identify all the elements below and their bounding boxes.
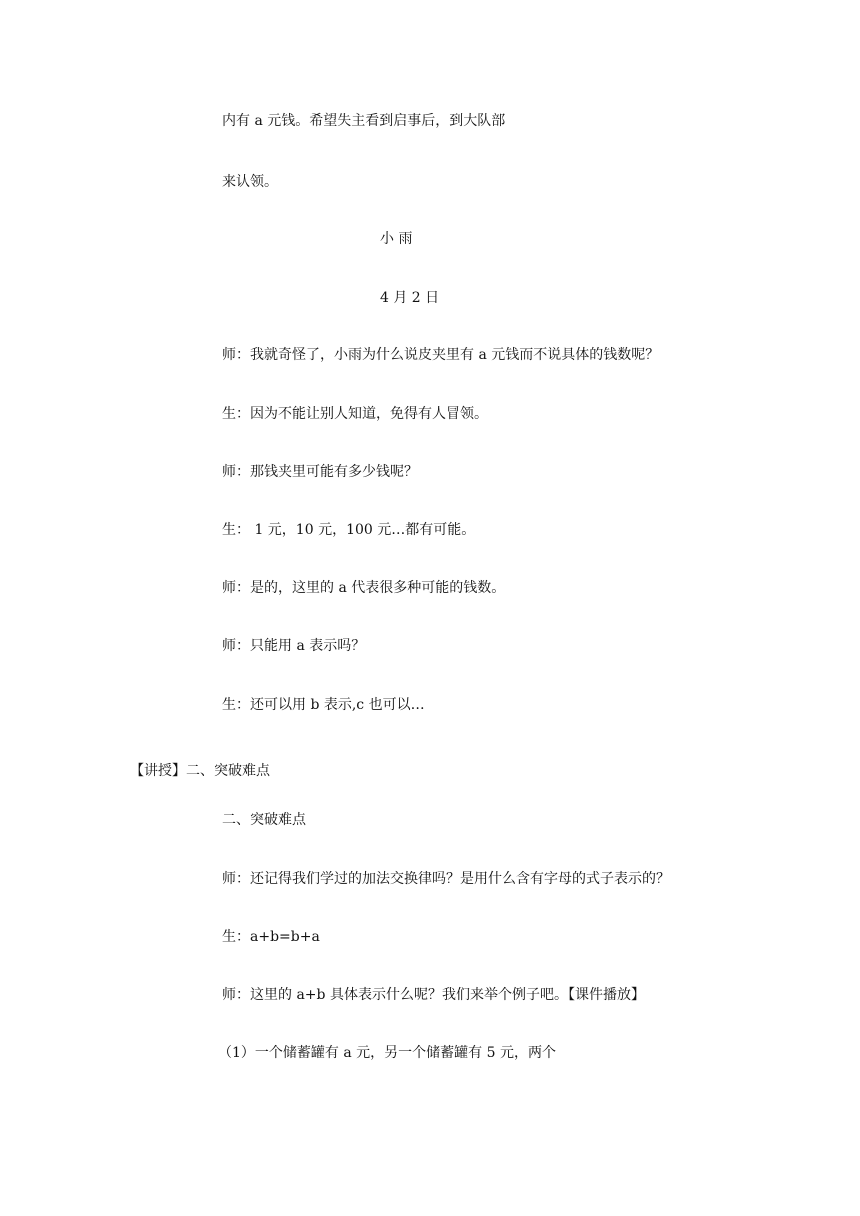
dialogue-line: 生：因为不能让别人知道，免得有人冒领。 [222, 406, 488, 422]
dialogue-line: 生：还可以用 b 表示,c 也可以… [222, 697, 425, 713]
notice-date: 4 月 2 日 [380, 290, 440, 306]
dialogue-line: 师：这里的 a+b 具体表示什么呢？我们来举个例子吧。【课件播放】 [222, 987, 645, 1003]
notice-text-line-1: 内有 a 元钱。希望失主看到启事后，到大队部 [222, 113, 506, 129]
dialogue-line: 师：那钱夹里可能有多少钱呢？ [222, 464, 418, 480]
dialogue-line: 师：还记得我们学过的加法交换律吗？是用什么含有字母的式子表示的？ [222, 871, 670, 887]
dialogue-line: 生： 1 元，10 元，100 元…都有可能。 [222, 522, 476, 538]
notice-text-line-2: 来认领。 [222, 174, 278, 190]
example-line: （1）一个储蓄罐有 a 元，另一个储蓄罐有 5 元，两个 [218, 1045, 556, 1061]
dialogue-line: 师：只能用 a 表示吗？ [222, 638, 366, 654]
section-subheading: 二、突破难点 [222, 812, 306, 828]
section-heading: 【讲授】二、突破难点 [130, 763, 270, 779]
dialogue-line: 生：a+b=b+a [222, 929, 320, 945]
notice-signature: 小 雨 [380, 231, 413, 247]
dialogue-line: 师：是的，这里的 a 代表很多种可能的钱数。 [222, 580, 506, 596]
dialogue-line: 师：我就奇怪了，小雨为什么说皮夹里有 a 元钱而不说具体的钱数呢？ [222, 347, 660, 363]
